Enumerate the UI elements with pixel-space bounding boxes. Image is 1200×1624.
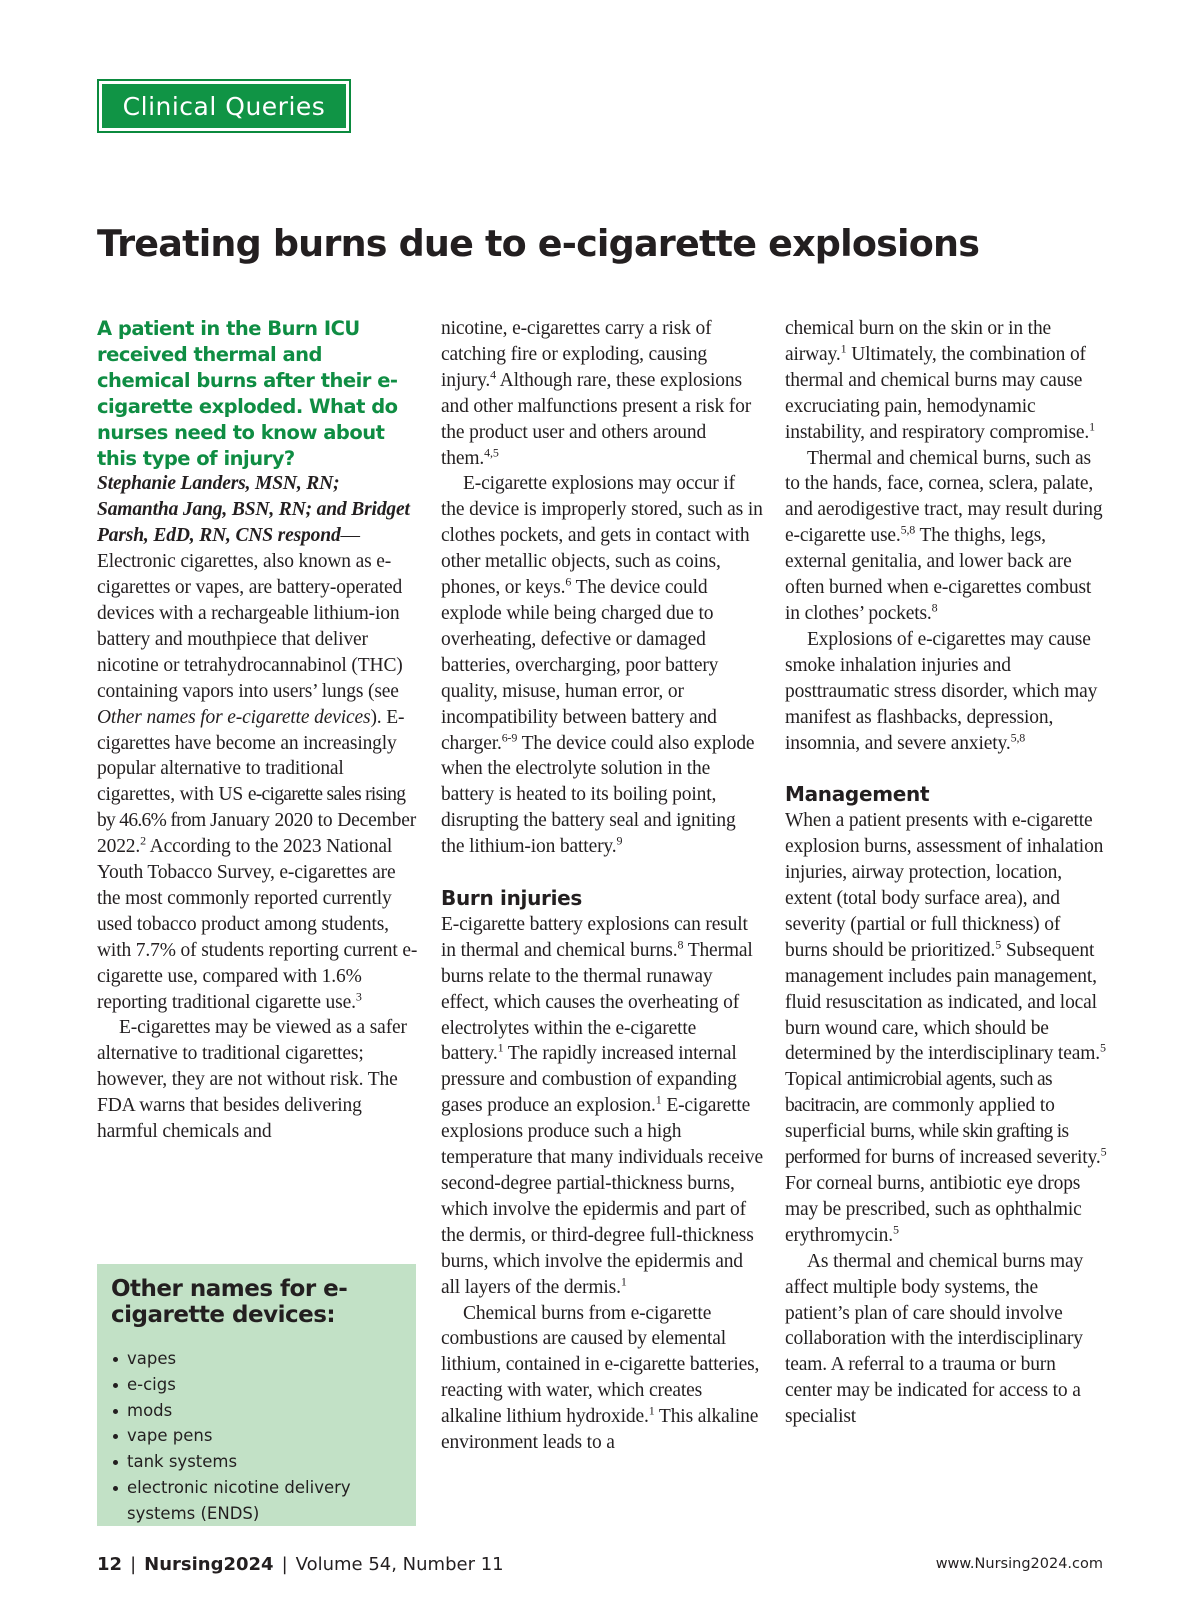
- paragraph: E-cigarettes may be viewed as a safer alternative to traditional cigarettes; however, they are not without risk. The FDA warns that besides delivering harmful chemicals and: [97, 1017, 407, 1143]
- authors: Stephanie Landers, MSN, RN; Samantha Jang, BSN, RN; and Bridget Parsh, EdD, RN, CNS respond: [97, 473, 410, 547]
- paragraph: Chemical burns from e-cigarette combustions are caused by elemental lithium, contained in e-cigarette batteries, reacting with water, which creates alkaline lithium hydroxide.$^1$ This alkaline environment leads to a: [441, 1302, 760, 1454]
- paragraph: E-cigarette battery explosions can result in thermal and chemical burns.$^8$ Thermal burns relate to the thermal runaway effect, which causes the overheating of electrolytes within the e-cigarette battery.$^1$ The rapidly increased internal pressure and combustion of expanding gases produce an explosion.$^1$ E-cigarette explosions produce such a high temperature that many individuals receive second-degree partial-thickness burns, which involve the epidermis and part of the dermis, or third-degree full-thickness burns, which involve the epidermis and all layers of the dermis.$^1$: [441, 913, 763, 1298]
- issue-info: Volume 54, Number 11: [295, 1554, 504, 1575]
- paragraph: When a patient presents with e-cigarette explosion burns, assessment of inhalation injuries, airway protection, location, extent (total body surface area), and severity (partial or full thickness) of burns should be prioritized.$^5$ Subsequent management includes pain management, fluid resuscitation as indicated, and local burn wound care, which should be determined by the interdisciplinary team.$^5$ Topical antimicrobial agents, such as bacitracin, are commonly applied to superficial burns, while skin grafting is performed for burns of increased severity.$^5$ For corneal burns, antibiotic eye drops may be prescribed, such as ophthalmic erythromycin.$^5$: [785, 810, 1107, 1246]
- section-heading-burn-injuries: Burn injuries: [441, 886, 583, 911]
- magazine-name: Nursing2024: [144, 1554, 274, 1575]
- paragraph: As thermal and chemical burns may affect multiple body systems, the patient’s plan of care should involve collaboration with the interdisciplinary team. A referral to a trauma or burn center may be indicated for access to a specialist: [785, 1250, 1084, 1428]
- list-item: vapes: [111, 1346, 402, 1372]
- paragraph: E-cigarette explosions may occur if the device is improperly stored, such as in clothes pockets, and gets in contact with other metallic objects, such as coins, phones, or keys.$^6$ The device could explode while being charged due to overheating, defective or damaged batteries, overcharging, poor battery quality, misuse, human error, or incompatibility between battery and charger.$^{6-9}$ The device could also explode when the electrolyte solution in the battery is heated to its boiling point, disrupting the battery seal and igniting the lithium-ion battery.$^9$: [441, 473, 763, 858]
- paragraph: chemical burn on the skin or in the airway.$^1$ Ultimately, the combination of thermal and chemical burns may cause excruciating pain, hemodynamic instability, and respiratory compromise.$^1$: [785, 318, 1095, 443]
- column-1: [97, 316, 419, 1145]
- paragraph: Explosions of e-cigarettes may cause smoke inhalation injuries and posttraumatic stress disorder, which may manifest as flashbacks, depression, insomnia, and severe anxiety.$^{5,8}$: [785, 628, 1098, 754]
- list-item: mods: [111, 1398, 402, 1424]
- list-item: tank systems: [111, 1449, 402, 1475]
- section-heading-management: Management: [785, 782, 930, 807]
- website-link[interactable]: www.Nursing2024.com: [935, 1556, 1103, 1572]
- section-tab: [97, 79, 351, 133]
- intro-paragraph: Stephanie Landers, MSN, RN; Samantha Jang, BSN, RN; and Bridget Parsh, EdD, RN, CNS respond—Electronic cigarettes, also known as e-cigarettes or vapes, are battery-operated devices with a rechargeable lithium-ion battery and mouthpiece that deliver nicotine or tetrahydrocannabinol (THC) containing vapors into users’ lungs (see Other names for e-cigarette devices). E-cigarettes have become an increasingly popular alternative to traditional cigarettes, with US e-cigarette sales rising by 46.6% from January 2020 to December 2022.$^2$ According to the 2023 National Youth Tobacco Survey, e-cigarettes are the most commonly reported currently used tobacco product among students, with 7.7% of students reporting current e-cigarette use, compared with 1.6% reporting traditional cigarette use.$^3$: [97, 473, 418, 1013]
- section-label: Clinical Queries: [102, 84, 346, 128]
- page-number: 12: [97, 1554, 123, 1575]
- list-item: vape pens: [111, 1423, 402, 1449]
- column-3: [785, 316, 1107, 1430]
- sidebar-title: Other names for e-cigarette devices:: [111, 1276, 348, 1328]
- sidebar-box: [97, 1264, 416, 1526]
- sidebar-reference: Other names for e-cigarette devices: [97, 706, 371, 728]
- article-title: Treating burns due to e-cigarette explosions: [97, 222, 980, 265]
- list-item: e-cigs: [111, 1372, 402, 1398]
- paragraph: Thermal and chemical burns, such as to the hands, face, cornea, sclera, palate, and aerodigestive tract, may result during e-cigarette use.$^{5,8}$ The thighs, legs, external genitalia, and lower back are often burned when e-cigarettes combust in clothes’ pockets.$^8$: [785, 447, 1103, 624]
- sidebar-list: [111, 1346, 402, 1527]
- lead-question: A patient in the Burn ICU received thermal and chemical burns after their e-cigarette exploded. What do nurses need to know about this type of injury?: [97, 317, 398, 470]
- list-item: electronic nicotine delivery systems (ENDS): [111, 1475, 402, 1527]
- paragraph: nicotine, e-cigarettes carry a risk of catching fire or exploding, causing injury.$^4$ Although rare, these explosions and other malfunctions present a risk for the product user and others around them.$^{4,5}$: [441, 318, 752, 469]
- column-2: [441, 316, 763, 1456]
